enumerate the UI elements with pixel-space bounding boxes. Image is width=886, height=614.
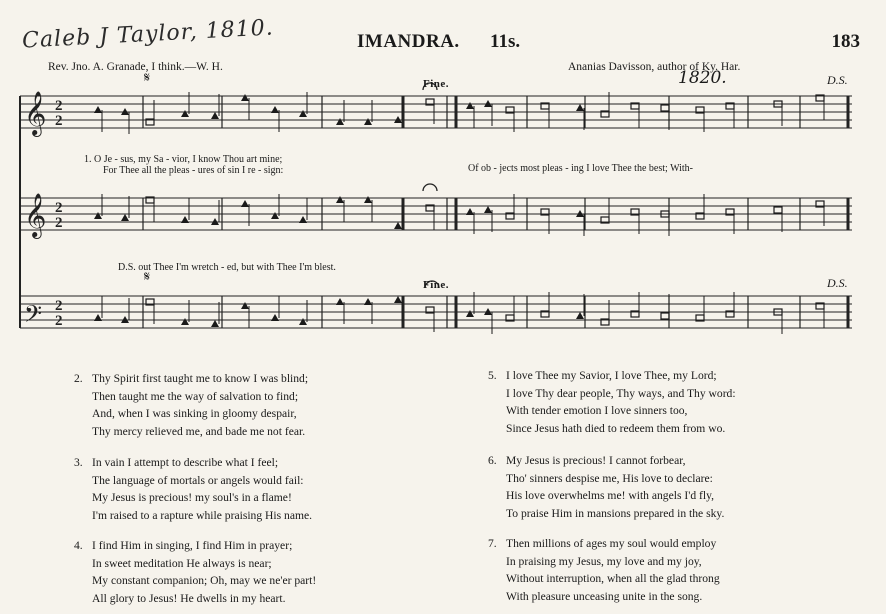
- verse-6: [488, 452, 725, 522]
- note-head: [299, 216, 307, 223]
- verse-line: Thy mercy relieved me, and bade me not fear.: [92, 424, 306, 438]
- note-head: [181, 216, 189, 223]
- notes: [94, 70, 824, 334]
- note-head: [774, 207, 782, 213]
- time-signature: 2: [55, 200, 63, 216]
- note-head: [271, 106, 279, 113]
- bass-clef-icon: 𝄢: [24, 300, 43, 333]
- verse-line: In vain I attempt to describe what I feel;: [92, 456, 279, 469]
- time-signature: 2: [55, 298, 63, 314]
- note-head: [576, 104, 584, 111]
- note-head: [364, 196, 372, 203]
- note-head: [181, 110, 189, 117]
- verse-number: 3.: [74, 456, 83, 469]
- verse-number: 2.: [74, 372, 83, 385]
- treble-clef-icon: 𝄞: [24, 91, 47, 135]
- verse-number: 4.: [74, 539, 83, 552]
- fine-marker-top: Fine.: [423, 78, 450, 90]
- note-head: [94, 314, 102, 321]
- note-head: [299, 318, 307, 325]
- time-signature: 2: [55, 215, 63, 231]
- lyric-line-2: For Thee all the pleas - ures of sin I re - sign:: [103, 165, 284, 176]
- staff-lines: [20, 96, 852, 328]
- verse-line: I love Thee my Savior, I love Thee, my Lord;: [506, 369, 717, 382]
- ds-marker-top: D.S.: [827, 73, 848, 87]
- note-head: [94, 106, 102, 113]
- segno-icon: 𝄋: [144, 70, 151, 86]
- hymn-title: IMANDRA.: [357, 31, 460, 52]
- verse-line: I love Thy dear people, Thy ways, and Thy word:: [506, 386, 736, 400]
- verse-7: [488, 535, 720, 605]
- verse-3: [74, 454, 313, 524]
- verse-5: [488, 367, 736, 437]
- note-head: [299, 110, 307, 117]
- verse-line: I'm raised to a rapture while praising His name.: [92, 508, 313, 522]
- verse-number: 5.: [488, 369, 497, 382]
- verse-line: Thy Spirit first taught me to know I was blind;: [92, 372, 309, 385]
- note-head: [661, 105, 669, 111]
- verse-line: His love overwhelms me! with angels I'd fly,: [506, 489, 715, 502]
- note-head: [364, 118, 372, 125]
- note-head: [181, 318, 189, 325]
- segno-icon: 𝄋: [144, 269, 151, 285]
- verse-line: All glory to Jesus! He dwells in my heart.: [92, 591, 286, 605]
- note-head: [271, 212, 279, 219]
- lyric-line-3: Of ob - jects most pleas - ing I love Thee the best; With-: [468, 163, 694, 174]
- handwritten-year: 1820.: [678, 68, 727, 88]
- verse-line: With tender emotion I love sinners too,: [506, 404, 688, 417]
- note-head: [271, 314, 279, 321]
- time-signature: 2: [55, 113, 63, 129]
- verse-line: I find Him in singing, I find Him in prayer;: [92, 539, 293, 552]
- note-head: [336, 298, 344, 305]
- note-head: [364, 298, 372, 305]
- note-head: [394, 222, 402, 229]
- note-head: [121, 214, 129, 221]
- verse-line: To praise Him in mansions prepared in the sky.: [506, 506, 725, 520]
- verse-line: In praising my Jesus, my love and my joy,: [506, 554, 702, 568]
- verse-line: Since Jesus hath died to redeem them from wo.: [506, 421, 726, 435]
- note-head: [211, 320, 219, 327]
- verse-2: [74, 370, 309, 440]
- verse-line: My Jesus is precious! I cannot forbear,: [506, 454, 686, 467]
- note-head: [484, 206, 492, 213]
- note-head: [94, 212, 102, 219]
- verse-number: 6.: [488, 454, 497, 467]
- handwritten-signature: Caleb J Taylor, 1810.: [21, 15, 275, 54]
- verse-line: With pleasure unceasing unite in the song.: [506, 589, 703, 603]
- clefs: [24, 91, 63, 333]
- note-head: [661, 313, 669, 319]
- lyric-line-4: D.S. out Thee I'm wretch - ed, but with Thee I'm blest.: [118, 262, 336, 273]
- verse-4: [74, 537, 317, 607]
- note-head: [466, 208, 474, 215]
- treble-clef-icon: 𝄞: [24, 193, 47, 237]
- verse-line: In sweet meditation He always is near;: [92, 556, 272, 570]
- note-head: [336, 196, 344, 203]
- hymn-meter: 11s.: [490, 31, 521, 52]
- verse-line: My Jesus is precious! my soul's in a flame!: [92, 491, 292, 504]
- note-head: [394, 296, 402, 303]
- verse-line: My constant companion; Oh, may we ne'er part!: [92, 574, 317, 587]
- note-head: [241, 302, 249, 309]
- verse-line: Tho' sinners despise me, His love to declare:: [506, 471, 713, 485]
- note-head: [336, 118, 344, 125]
- note-head: [576, 312, 584, 319]
- verse-line: The language of mortals or angels would fail:: [92, 473, 304, 487]
- verse-line: Without interruption, when all the glad throng: [506, 572, 720, 585]
- verse-line: And, when I was sinking in gloomy despair,: [92, 407, 297, 420]
- page-number: 183: [831, 31, 860, 52]
- note-head: [466, 310, 474, 317]
- lyric-line-1: 1. O Je - sus, my Sa - vior, I know Thou art mine;: [84, 154, 283, 165]
- note-head: [241, 94, 249, 101]
- verse-number: 7.: [488, 537, 497, 550]
- time-signature: 2: [55, 313, 63, 329]
- note-head: [211, 112, 219, 119]
- credit-words: Rev. Jno. A. Granade, I think.—W. H.: [48, 61, 223, 73]
- time-signature: 2: [55, 98, 63, 114]
- ds-marker-bottom: D.S.: [827, 276, 848, 290]
- verse-line: Then taught me the way of salvation to find;: [92, 389, 299, 403]
- fine-marker-bottom: Fine.: [423, 279, 450, 291]
- credit-music: Ananias Davisson, author of Ky. Har.: [568, 61, 741, 73]
- fermata-icon: [423, 184, 437, 191]
- note-head: [241, 200, 249, 207]
- verse-line: Then millions of ages my soul would employ: [506, 537, 717, 550]
- note-head: [466, 102, 474, 109]
